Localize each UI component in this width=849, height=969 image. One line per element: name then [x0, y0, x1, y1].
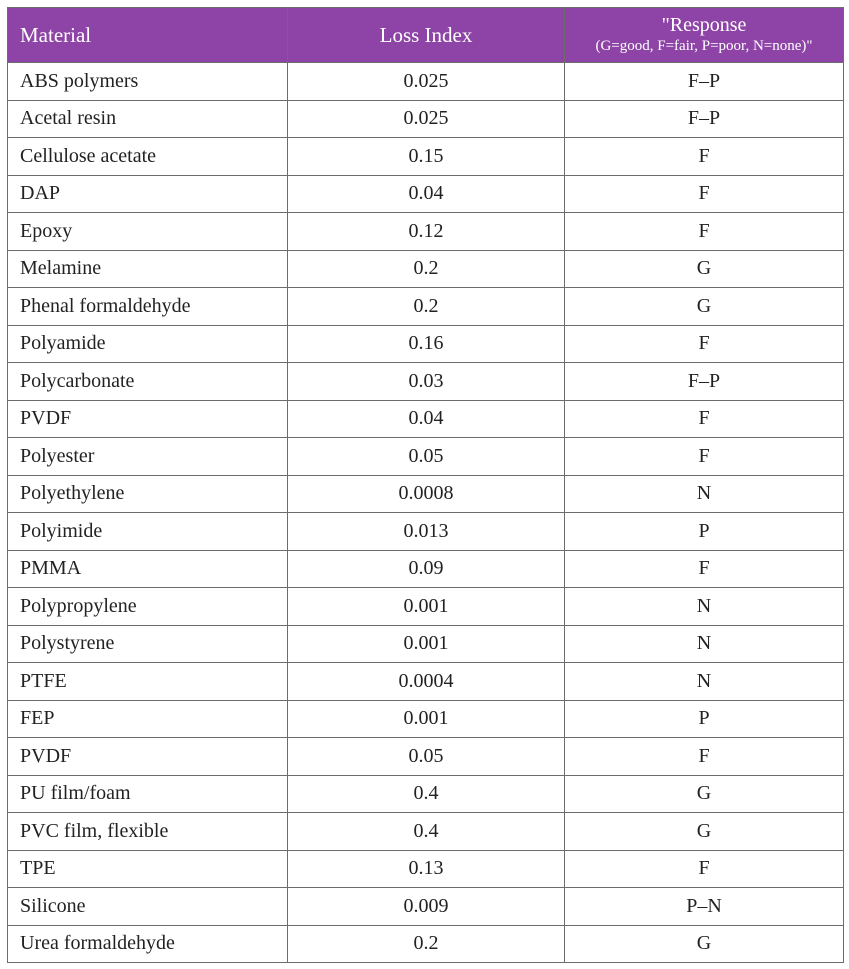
cell-material: PVC film, flexible — [8, 813, 288, 851]
table-row — [8, 138, 844, 176]
cell-response: G — [565, 288, 844, 326]
cell-response: N — [565, 475, 844, 513]
cell-loss: 0.15 — [288, 138, 565, 176]
cell-response: N — [565, 663, 844, 701]
cell-loss: 0.4 — [288, 813, 565, 851]
materials-table — [7, 7, 844, 963]
cell-material: PTFE — [8, 663, 288, 701]
cell-loss: 0.4 — [288, 775, 565, 813]
cell-response: G — [565, 775, 844, 813]
cell-response: F — [565, 138, 844, 176]
table-header — [8, 8, 844, 63]
cell-response: F — [565, 550, 844, 588]
cell-response: F — [565, 850, 844, 888]
table-row — [8, 363, 844, 401]
cell-response: N — [565, 625, 844, 663]
cell-loss: 0.001 — [288, 588, 565, 626]
cell-loss: 0.03 — [288, 363, 565, 401]
cell-response: F — [565, 213, 844, 251]
table-row — [8, 100, 844, 138]
header-response-title: "Response — [661, 14, 747, 37]
cell-response: G — [565, 925, 844, 963]
cell-response: F–P — [565, 100, 844, 138]
table-row — [8, 175, 844, 213]
cell-loss: 0.2 — [288, 925, 565, 963]
table-row — [8, 513, 844, 551]
header-loss-index: Loss Index — [288, 8, 565, 63]
cell-loss: 0.12 — [288, 213, 565, 251]
cell-response: F — [565, 738, 844, 776]
cell-loss: 0.04 — [288, 175, 565, 213]
cell-material: PU film/foam — [8, 775, 288, 813]
cell-loss: 0.001 — [288, 700, 565, 738]
cell-material: Melamine — [8, 250, 288, 288]
table-row — [8, 738, 844, 776]
cell-response: N — [565, 588, 844, 626]
cell-material: Phenal formaldehyde — [8, 288, 288, 326]
cell-response: F–P — [565, 363, 844, 401]
table-row — [8, 925, 844, 963]
header-row — [8, 8, 844, 63]
cell-loss: 0.001 — [288, 625, 565, 663]
cell-material: Urea formaldehyde — [8, 925, 288, 963]
table-row — [8, 63, 844, 101]
cell-loss: 0.05 — [288, 738, 565, 776]
cell-loss: 0.16 — [288, 325, 565, 363]
cell-material: PMMA — [8, 550, 288, 588]
cell-material: Silicone — [8, 888, 288, 926]
cell-response: F — [565, 175, 844, 213]
cell-loss: 0.009 — [288, 888, 565, 926]
cell-loss: 0.09 — [288, 550, 565, 588]
cell-loss: 0.04 — [288, 400, 565, 438]
cell-material: ABS polymers — [8, 63, 288, 101]
table-row — [8, 888, 844, 926]
cell-material: Polyester — [8, 438, 288, 476]
cell-material: DAP — [8, 175, 288, 213]
cell-loss: 0.0004 — [288, 663, 565, 701]
table-row — [8, 663, 844, 701]
table-row — [8, 250, 844, 288]
cell-response: F — [565, 400, 844, 438]
cell-material: Polyamide — [8, 325, 288, 363]
table-row — [8, 588, 844, 626]
cell-response: G — [565, 813, 844, 851]
cell-response: G — [565, 250, 844, 288]
cell-loss: 0.05 — [288, 438, 565, 476]
cell-material: Cellulose acetate — [8, 138, 288, 176]
cell-loss: 0.13 — [288, 850, 565, 888]
cell-material: Epoxy — [8, 213, 288, 251]
table-row — [8, 850, 844, 888]
cell-material: Polycarbonate — [8, 363, 288, 401]
cell-response: P–N — [565, 888, 844, 926]
cell-loss: 0.0008 — [288, 475, 565, 513]
cell-response: F — [565, 325, 844, 363]
table-row — [8, 550, 844, 588]
table-row — [8, 625, 844, 663]
header-response — [565, 8, 844, 63]
cell-loss: 0.013 — [288, 513, 565, 551]
cell-material: Polypropylene — [8, 588, 288, 626]
table-row — [8, 813, 844, 851]
table-row — [8, 288, 844, 326]
table-row — [8, 400, 844, 438]
header-material: Material — [8, 8, 288, 63]
cell-material: PVDF — [8, 738, 288, 776]
table-row — [8, 213, 844, 251]
cell-material: Polyimide — [8, 513, 288, 551]
table-row — [8, 700, 844, 738]
cell-loss: 0.025 — [288, 100, 565, 138]
table-row — [8, 325, 844, 363]
cell-material: TPE — [8, 850, 288, 888]
cell-response: P — [565, 513, 844, 551]
table-row — [8, 775, 844, 813]
cell-material: FEP — [8, 700, 288, 738]
cell-loss: 0.2 — [288, 250, 565, 288]
cell-response: P — [565, 700, 844, 738]
cell-response: F — [565, 438, 844, 476]
cell-material: Polystyrene — [8, 625, 288, 663]
header-response-legend: (G=good, F=fair, P=poor, N=none)" — [595, 38, 813, 55]
cell-material: Acetal resin — [8, 100, 288, 138]
table-body — [8, 63, 844, 963]
cell-loss: 0.2 — [288, 288, 565, 326]
cell-loss: 0.025 — [288, 63, 565, 101]
table-row — [8, 475, 844, 513]
cell-response: F–P — [565, 63, 844, 101]
cell-material: PVDF — [8, 400, 288, 438]
cell-material: Polyethylene — [8, 475, 288, 513]
table-row — [8, 438, 844, 476]
